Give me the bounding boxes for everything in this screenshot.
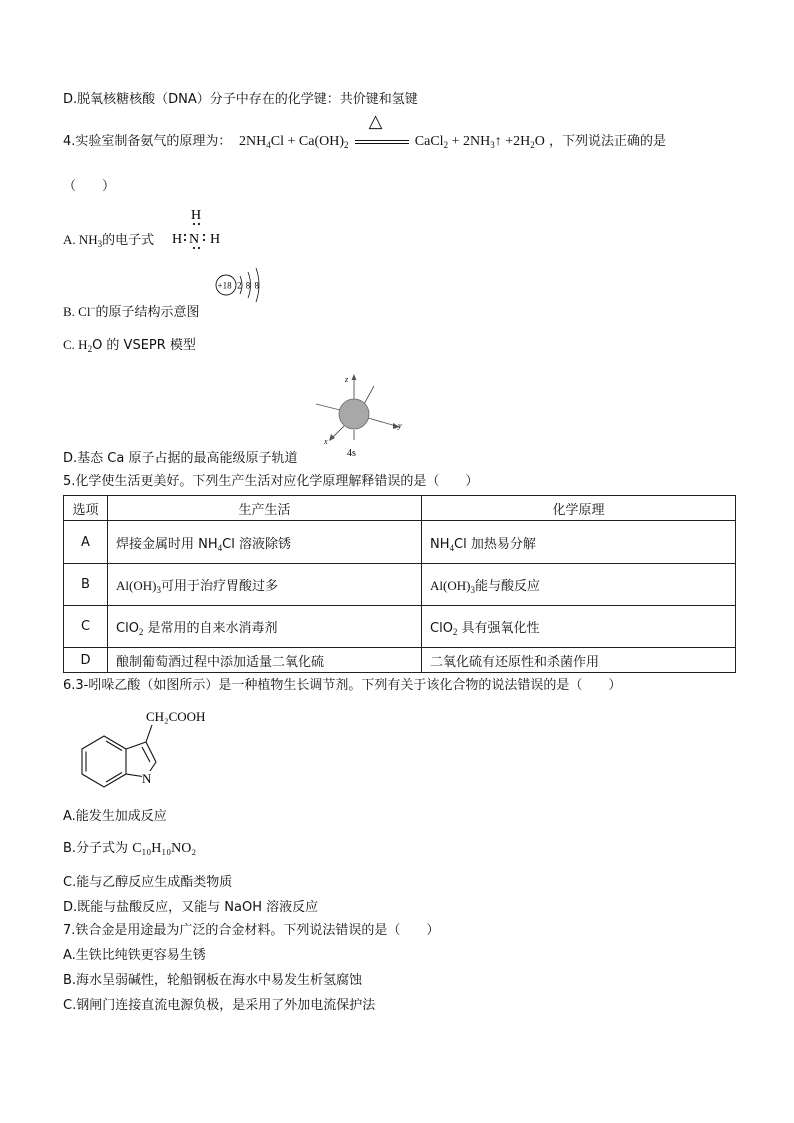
q4-option-a xyxy=(63,231,154,250)
q5-row-principle: ClO$_2$ 具有强氧化性 xyxy=(422,606,736,648)
q4-option-c-text: O 的 VSEPR 模型 xyxy=(92,338,196,353)
q5-row-option: D xyxy=(64,648,108,673)
q4-equation-right: CaCl$_2$ + $2NH_3↑ +2H_2O$ xyxy=(414,134,545,150)
q4-stem xyxy=(63,110,666,151)
q5-row-option: C xyxy=(64,606,108,648)
q5-row-principle: $Al(OH)_3$能与酸反应 xyxy=(422,564,736,606)
svg-text:H: H xyxy=(172,232,183,247)
q6-option-d: D.既能与盐酸反应，又能与 NaOH 溶液反应 xyxy=(63,900,319,915)
q4-option-a-label: A. $NH_3$ xyxy=(63,232,103,249)
q4-stem-suffix: ，下列说法正确的是 xyxy=(548,134,666,149)
svg-text:CH₂COOH: CH₂COOH xyxy=(146,709,206,724)
table-row xyxy=(64,648,736,673)
svg-text:2 8 8: 2 8 8 xyxy=(237,280,260,291)
q7-stem: 7.铁合金是用途最为广泛的合金材料。下列说法错误的是（ ） xyxy=(63,923,440,938)
q5-row-life: ClO$_2$ 是常用的自来水消毒剂 xyxy=(108,606,422,648)
q5-header-life: 生产生活 xyxy=(108,496,422,521)
table-row xyxy=(64,564,736,606)
q4-option-b-label: B. Cl− xyxy=(63,303,96,319)
q3-option-d: D.脱氧核糖核酸（DNA）分子中存在的化学键：共价键和氢键 xyxy=(63,92,418,107)
q5-row-life: $Al(OH)_3$可用于治疗胃酸过多 xyxy=(108,564,422,606)
q5-row-principle: $NH_4Cl$ 加热易分解 xyxy=(422,521,736,564)
q4-equation-left: $2NH_4Cl + Ca(OH)_2$ xyxy=(235,134,349,150)
q6-option-a: A.能发生加成反应 xyxy=(63,809,167,824)
q7-option-c: C.钢闸门连接直流电源负极，是采用了外加电流保护法 xyxy=(63,998,376,1013)
svg-text:N: N xyxy=(142,771,152,786)
q5-row-life: 焊接金属时用 $NH_4Cl$ 溶液除锈 xyxy=(108,521,422,564)
q5-row-life: 酿制葡萄酒过程中添加适量二氧化硫 xyxy=(108,648,422,673)
svg-text:y: y xyxy=(398,421,402,430)
cl-ion-structure-diagram xyxy=(214,264,272,306)
q6-stem: 6.3-吲哚乙酸（如图所示）是一种植物生长调节剂。下列有关于该化合物的说法错误的是（ ） xyxy=(63,678,622,693)
q7-option-a: A.生铁比纯铁更容易生锈 xyxy=(63,948,206,963)
q4-option-a-text: 的电子式 xyxy=(102,233,155,248)
q5-table xyxy=(63,495,736,673)
q5-header-row xyxy=(64,496,736,521)
q4-reaction-arrow xyxy=(353,110,411,149)
q6-option-c: C.能与乙醇反应生成酯类物质 xyxy=(63,875,233,890)
svg-text:H: H xyxy=(210,232,221,247)
q4-stem-prefix: 4.实验室制备氨气的原理为： xyxy=(63,134,232,149)
nh3-electron-dot-structure xyxy=(168,203,230,251)
q4-option-b xyxy=(63,303,200,322)
svg-text:x: x xyxy=(324,437,328,446)
q4-option-d: D.基态 Ca 原子占据的最高能级原子轨道 xyxy=(63,451,298,466)
q6-molecular-formula: C₁₀H₁₀NO₂ xyxy=(132,841,197,856)
svg-text:+18: +18 xyxy=(217,280,232,291)
q4-condition-heat: △ xyxy=(368,110,383,132)
q4-option-b-text: 的原子结构示意图 xyxy=(95,305,200,320)
q4-option-c xyxy=(63,336,196,355)
q4-option-c-label: C. $H_2$ xyxy=(63,337,93,354)
svg-text:z: z xyxy=(345,375,349,384)
4s-orbital-diagram xyxy=(312,372,408,458)
svg-text:N: N xyxy=(189,232,200,247)
q5-header-option: 选项 xyxy=(64,496,108,521)
q5-row-option: B xyxy=(64,564,108,606)
q6-option-b: B.分子式为 C₁₀H₁₀NO₂ xyxy=(63,841,197,856)
table-row xyxy=(64,606,736,648)
q5-stem: 5.化学使生活更美好。下列生产生活对应化学原理解释错误的是（ ） xyxy=(63,474,479,489)
q5-header-principle: 化学原理 xyxy=(422,496,736,521)
indole-acetic-acid-structure xyxy=(62,704,222,796)
q5-row-option: A xyxy=(64,521,108,564)
q4-paren: （ ） xyxy=(63,179,116,194)
svg-text:H: H xyxy=(191,208,202,223)
q5-row-principle: 二氧化硫有还原性和杀菌作用 xyxy=(422,648,736,673)
table-row xyxy=(64,521,736,564)
q7-option-b: B.海水呈弱碱性，轮船钢板在海水中易发生析氢腐蚀 xyxy=(63,973,363,988)
svg-text:4s: 4s xyxy=(347,448,356,458)
